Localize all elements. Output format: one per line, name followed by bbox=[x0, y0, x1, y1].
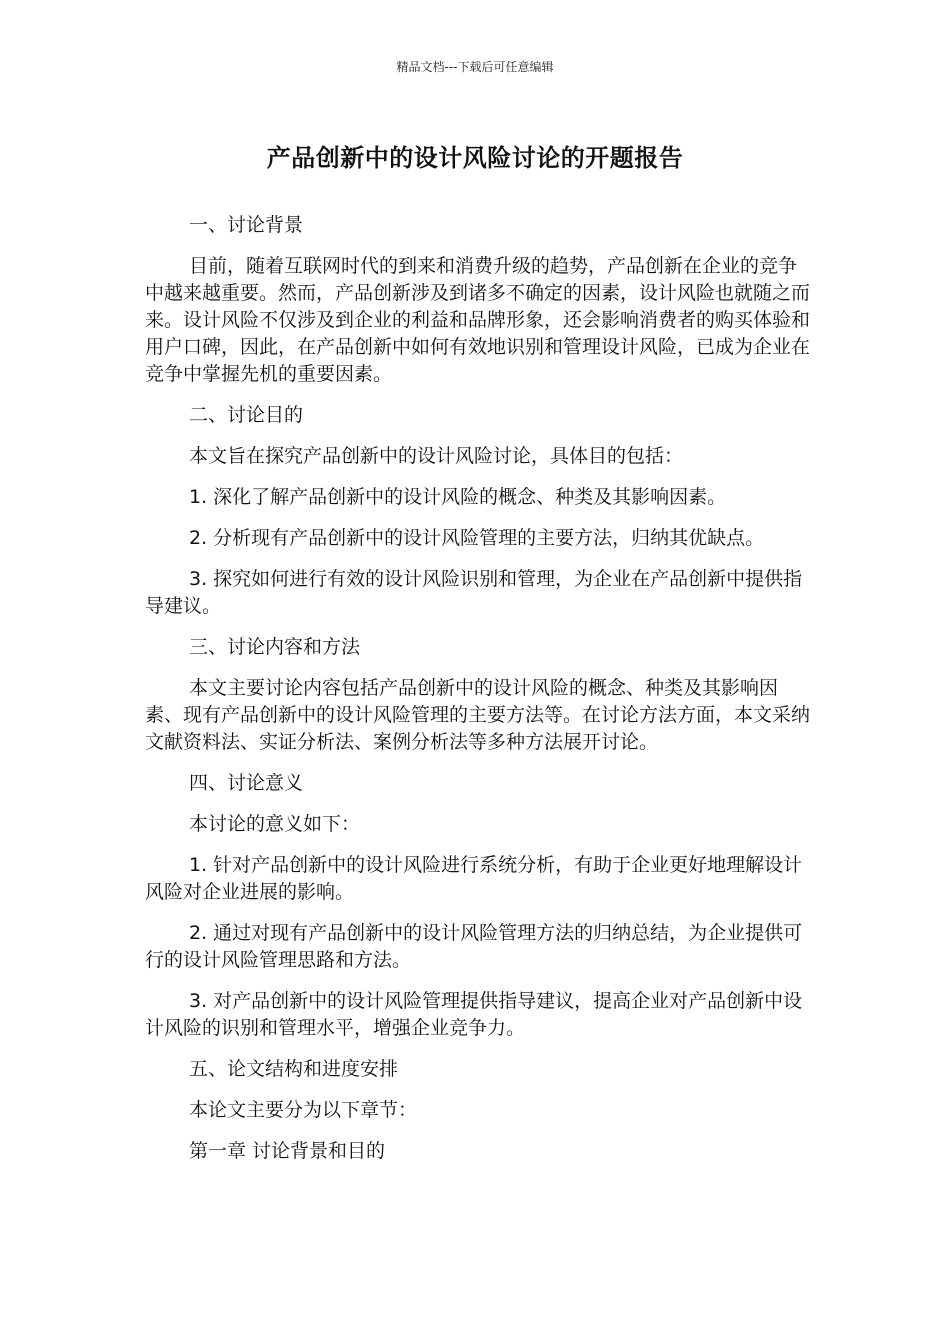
paragraph-purpose-intro: 本文旨在探究产品创新中的设计风险讨论，具体目的包括： bbox=[189, 445, 684, 467]
paragraph-significance-intro: 本讨论的意义如下： bbox=[189, 813, 361, 835]
paragraph-background: 目前，随着互联网时代的到来和消费升级的趋势，产品创新在企业的竞争中越来越重要。然而，产品创新涉及到诸多不确定的因素，设计风险也就随之而来。设计风险不仅涉及到企业的利益和品牌形象，还会影响消费者的购买体验和用户口碑，因此，在产品创新中如何有效地识别和管理设计风险，已成为企业在竞争中掌握先机的重要因素。 bbox=[145, 255, 811, 385]
purpose-item-2: 2. 分析现有产品创新中的设计风险管理的主要方法，归纳其优缺点。 bbox=[189, 527, 765, 549]
section-heading-content-methods: 三、讨论内容和方法 bbox=[189, 636, 361, 658]
page-header: 精品文档---下载后可任意编辑 bbox=[396, 60, 554, 74]
purpose-item-1: 1. 深化了解产品创新中的设计风险的概念、种类及其影响因素。 bbox=[189, 486, 727, 508]
paragraph-content-methods: 本文主要讨论内容包括产品创新中的设计风险的概念、种类及其影响因素、现有产品创新中的设计风险管理的主要方法等。在讨论方法方面，本文采纳文献资料法、实证分析法、案例分析法等多种方法展开讨论。 bbox=[145, 677, 811, 753]
section-heading-background: 一、讨论背景 bbox=[189, 214, 304, 236]
document-title: 产品创新中的设计风险讨论的开题报告 bbox=[266, 144, 684, 172]
significance-item-2: 2. 通过对现有产品创新中的设计风险管理方法的归纳总结，为企业提供可行的设计风险管理思路和方法。 bbox=[145, 922, 803, 971]
purpose-item-3: 3. 探究如何进行有效的设计风险识别和管理，为企业在产品创新中提供指导建议。 bbox=[145, 568, 803, 617]
section-heading-purpose: 二、讨论目的 bbox=[189, 404, 304, 426]
significance-item-3: 3. 对产品创新中的设计风险管理提供指导建议，提高企业对产品创新中设计风险的识别和管理水平，增强企业竞争力。 bbox=[145, 990, 803, 1039]
section-heading-structure: 五、论文结构和进度安排 bbox=[189, 1058, 399, 1080]
chapter-item-1: 第一章 讨论背景和目的 bbox=[189, 1140, 386, 1162]
section-heading-significance: 四、讨论意义 bbox=[189, 772, 304, 794]
paragraph-structure-intro: 本论文主要分为以下章节： bbox=[189, 1099, 418, 1121]
document-body bbox=[145, 212, 810, 1179]
significance-item-1: 1. 针对产品创新中的设计风险进行系统分析，有助于企业更好地理解设计风险对企业进展的影响。 bbox=[145, 854, 803, 903]
